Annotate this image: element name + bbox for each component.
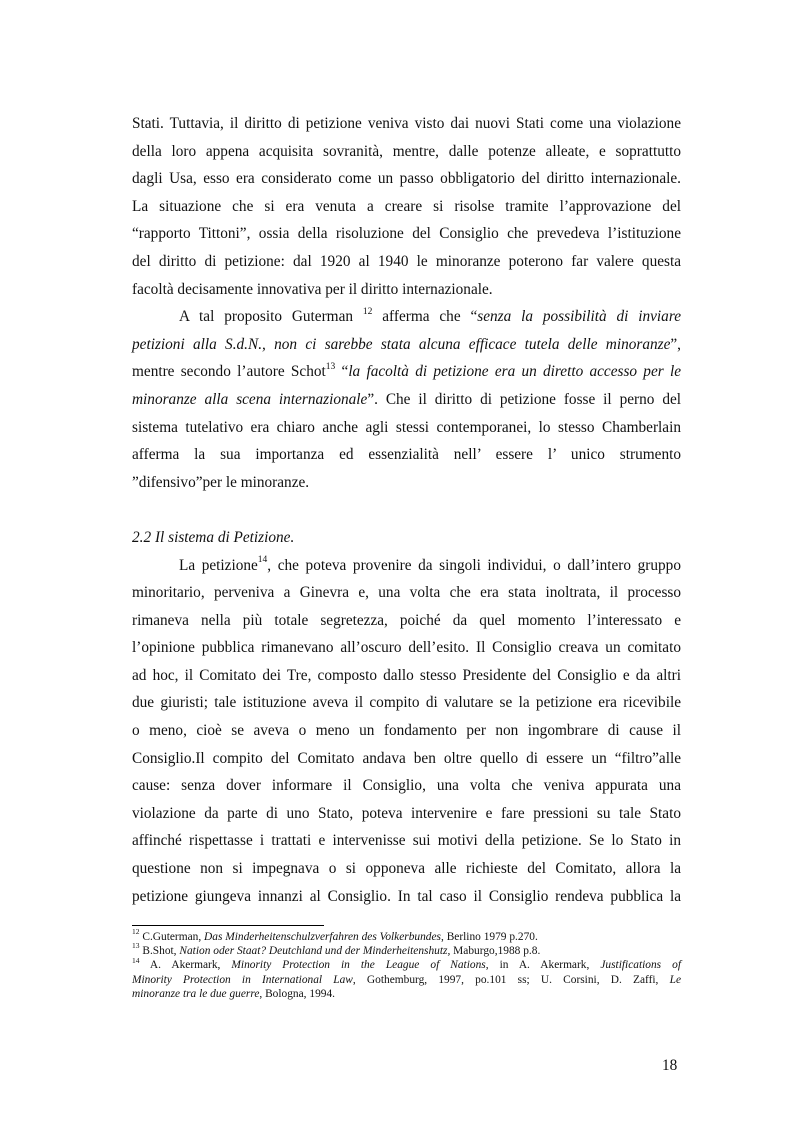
text-line: Consiglio.Il compito del Comitato andava ben oltre quello di essere un “filtro”alle bbox=[132, 749, 681, 767]
text-line: dagli Usa, esso era considerato come un passo obbligatorio del diritto internazionale. bbox=[132, 170, 681, 188]
footnote-12 bbox=[132, 927, 681, 944]
text-run: La petizione bbox=[179, 556, 258, 574]
text-run: A tal proposito Guterman bbox=[179, 308, 363, 326]
text-line: violazione da parte di uno Stato, poteva intervenire e fare pressioni su tale Stato bbox=[132, 804, 681, 822]
citation-title: Justifications of bbox=[600, 959, 681, 972]
body-text bbox=[132, 110, 681, 910]
text-run: mentre secondo l’autore Schot bbox=[132, 363, 326, 381]
footnote-14-cont bbox=[132, 973, 681, 987]
text-line: Stati. Tuttavia, il diritto di petizione veniva visto dai nuovi Stati come una violazione bbox=[132, 115, 681, 132]
text-run: ”, bbox=[670, 335, 681, 353]
text-line bbox=[132, 552, 681, 580]
footnote-14-cont bbox=[132, 987, 681, 1001]
citation-title: Minority Protection in the League of Nations bbox=[231, 959, 486, 972]
text-run: , Bologna, 1994. bbox=[259, 987, 336, 1000]
footnote-ref-12[interactable]: 12 bbox=[362, 307, 373, 318]
page-number: 18 bbox=[662, 1057, 678, 1074]
text-line: due giuristi; tale istituzione aveva il compito di valutare se la petizione era ricevibile bbox=[132, 694, 681, 712]
text-line: sistema tutelativo era chiaro anche agli stessi contemporanei, lo stesso Chamberlain bbox=[132, 418, 681, 436]
blank-line bbox=[132, 496, 681, 524]
footnote-separator bbox=[132, 925, 324, 926]
text-run: , Berlino 1979 p.270. bbox=[441, 931, 538, 943]
text-line: afferma la sua importanza ed essenzialità nell’ essere l’ unico strumento bbox=[132, 446, 681, 464]
text-line: ad hoc, il Comitato dei Tre, composto dallo stesso Presidente del Consiglio e da altri bbox=[132, 666, 681, 684]
text-run: ”. Che il diritto di petizione fosse il perno del bbox=[367, 390, 682, 408]
citation-title: Das Minderheitenschulzverfahren des Volkerbundes bbox=[204, 931, 441, 943]
text-line bbox=[132, 358, 681, 386]
quote-text: senza la possibilità di inviare bbox=[477, 308, 681, 326]
citation-title: Nation oder Staat? Deutchland und der Minderheitenshutz, bbox=[179, 945, 451, 958]
quote-text: petizioni alla S.d.N., non ci sarebbe stata alcuna efficace tutela delle minoranze bbox=[132, 335, 671, 353]
text-line: cause: senza dover informare il Consiglio, una volta che veniva appurata una bbox=[132, 777, 681, 795]
citation-title: Le bbox=[669, 973, 682, 986]
quote-text: minoranze alla scena internazionale bbox=[132, 390, 368, 408]
text-line: petizione giungeva innanzi al Consiglio. In tal caso il Consiglio rendeva pubblica la bbox=[132, 887, 681, 905]
section-heading: 2.2 Il sistema di Petizione. bbox=[132, 528, 295, 546]
footnote-ref-14[interactable]: 14 bbox=[257, 555, 268, 566]
text-line: minoritario, perveniva a Ginevra e, una volta che era stata inoltrata, il processo bbox=[132, 584, 681, 602]
text-run: “ bbox=[335, 363, 349, 381]
text-run: C.Guterman, bbox=[139, 931, 205, 943]
text-run: Maburgo,1988 p.8. bbox=[450, 945, 541, 958]
text-line: La situazione che si era venuta a creare si risolse tramite l’approvazione del bbox=[132, 197, 681, 215]
text-run: , in A. Akermark, bbox=[485, 959, 601, 972]
footnote-ref-13[interactable]: 13 bbox=[325, 362, 336, 373]
citation-title: Minority Protection in International Law bbox=[132, 973, 353, 986]
text-line bbox=[132, 331, 681, 359]
text-line: l’opinione pubblica rimanevano all’oscuro dell’esito. Il Consiglio creava un comitato bbox=[132, 639, 681, 657]
text-line: della loro appena acquisita sovranità, mentre, dalle potenze alleate, e soprattutto bbox=[132, 142, 681, 160]
footnote-number: 13 bbox=[132, 941, 140, 951]
text-line: del diritto di petizione: dal 1920 al 1940 le minoranze poterono far valere questa bbox=[132, 252, 681, 270]
text-line: questione non si impegnava o si opponeva alle richieste del Comitato, allora la bbox=[132, 860, 681, 878]
footnotes bbox=[132, 927, 682, 1001]
quote-text: la facoltà di petizione era un diretto accesso per le bbox=[348, 363, 681, 381]
footnote-13 bbox=[132, 941, 681, 958]
text-run: B.Shot, bbox=[139, 945, 180, 958]
text-line bbox=[132, 303, 681, 331]
text-line: affinché rispettasse i trattati e intervenisse sui motivi della petizione. Se lo Stato in bbox=[132, 832, 681, 850]
footnote-14 bbox=[132, 955, 681, 972]
text-line: facoltà decisamente innovativa per il diritto internazionale. bbox=[132, 280, 493, 298]
footnote-number: 12 bbox=[132, 927, 140, 937]
text-line: ”difensivo”per le minoranze. bbox=[132, 473, 310, 491]
text-run: A. Akermark, bbox=[139, 959, 232, 972]
text-run: , che poteva provenire da singoli individui, o dall’intero gruppo bbox=[267, 556, 681, 574]
text-line: o meno, cioè se aveva o meno un fondamento per non ingombrare di cause il bbox=[132, 722, 681, 740]
text-line: “rapporto Tittoni”, ossia della risoluzione del Consiglio che prevedeva l’istituzione bbox=[132, 225, 681, 243]
text-run: , Gothemburg, 1997, po.101 ss; U. Corsini, D. Zaffi, bbox=[352, 973, 670, 986]
text-line bbox=[132, 386, 681, 414]
footnote-number: 14 bbox=[132, 955, 140, 965]
text-line: rimaneva nella più totale segretezza, poiché da quel momento l’interessato e bbox=[132, 611, 681, 629]
citation-title: minoranze tra le due guerre bbox=[132, 987, 260, 1000]
text-run: afferma che “ bbox=[372, 308, 478, 326]
